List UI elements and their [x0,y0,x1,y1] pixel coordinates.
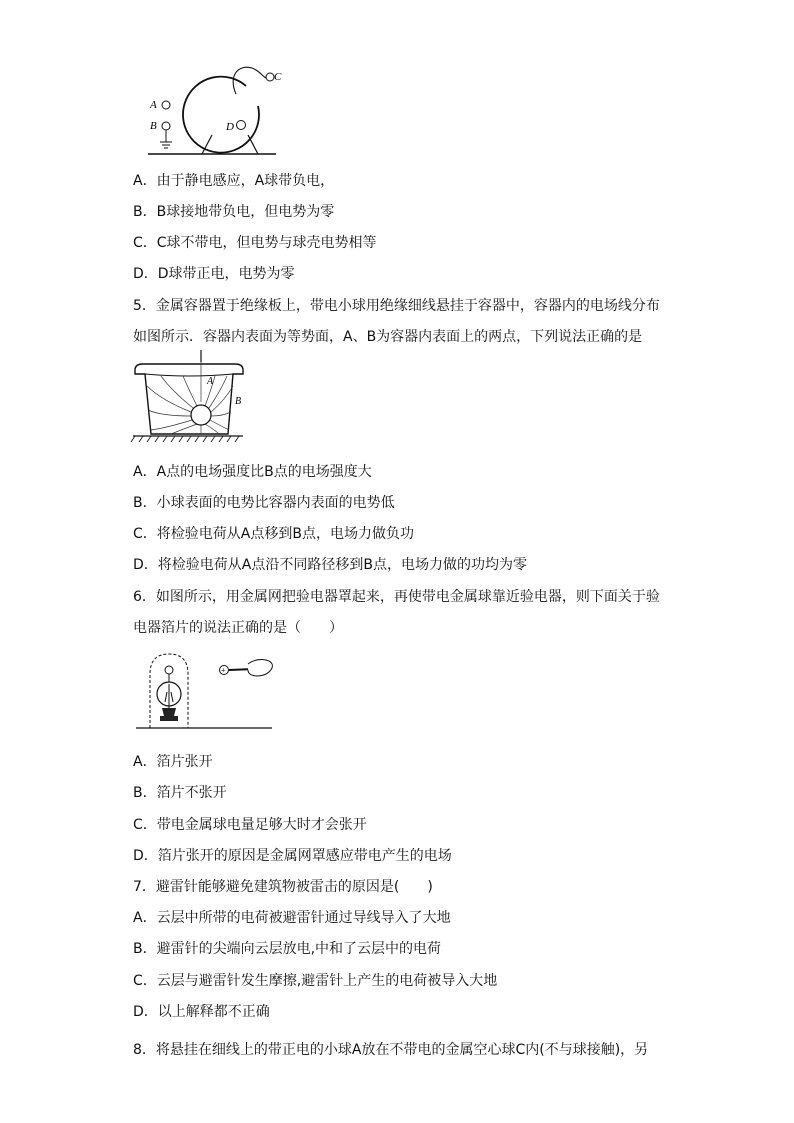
q6-option-b: B．箔片不张开 [133,785,227,801]
q4-option-b: B．B球接地带负电，但电势为零 [133,204,335,220]
q7-option-b: B．避雷针的尖端向云层放电,中和了云层中的电荷 [133,941,442,957]
q4-figure-spherical-shell [140,62,280,160]
q6-figure-electroscope-mesh [136,650,278,734]
q6-option-a: A．箔片张开 [133,754,213,770]
q5-stem-line1: 5．金属容器置于绝缘板上，带电小球用绝缘细线悬挂于容器中，容器内的电场线分布 [133,298,660,314]
label-point-b: B [235,396,242,407]
charged-ball [191,405,211,425]
label-c: C [274,71,282,83]
q8-stem: 8．将悬挂在细线上的带正电的小球A放在不带电的金属空心球C内(不与球接触)，另 [133,1042,649,1058]
label-b: B [150,120,157,132]
ball-c [266,73,274,81]
q5-stem-line2: 如图所示．容器内表面为等势面，A、B为容器内表面上的两点，下列说法正确的是 [133,329,643,345]
q5-option-b: B．小球表面的电势比容器内表面的电势低 [133,495,395,511]
electroscope-base [162,708,176,716]
ground-symbol [160,130,172,148]
plus-sign: + [221,666,226,675]
q7-option-c: C．云层与避雷针发生摩擦,避雷针上产生的电荷被导入大地 [133,973,498,989]
board-hatching [131,436,239,442]
electroscope-knob [165,666,173,674]
ball-b [162,122,170,130]
q6-option-c: C．带电金属球电量足够大时才会张开 [133,817,367,833]
q7-option-d: D．以上解释都不正确 [133,1004,270,1020]
q7-option-a: A．云层中所带的电荷被避雷针通过导线导入了大地 [133,910,451,926]
q4-option-c: C．C球不带电，但电势与球壳电势相等 [133,235,377,251]
label-point-a: A [207,376,214,387]
ball-a [162,101,170,109]
q7-stem: 7．避雷针能够避免建筑物被雷击的原因是( ) [133,879,433,895]
label-a: A [150,99,157,111]
metal-shell [183,77,259,153]
ball-d [237,121,246,130]
q6-option-d: D．箔片张开的原因是金属网罩感应带电产生的电场 [133,848,452,864]
q5-figure-metal-container [131,350,245,454]
q5-option-d: D．将检验电荷从A点沿不同路径移到B点，电场力做的功均为零 [133,557,527,573]
hand-icon [248,660,272,677]
q5-option-a: A．A点的电场强度比B点的电场强度大 [133,464,372,480]
label-d: D [226,121,234,133]
q4-option-d: D．D球带正电，电势为零 [133,266,295,282]
q4-option-a: A．由于静电感应，A球带负电， [133,173,335,189]
q6-stem-line1: 6．如图所示，用金属网把验电器罩起来，再使带电金属球靠近验电器，则下面关于验 [133,589,660,605]
q5-option-c: C．将检验电荷从A点移到B点，电场力做负功 [133,526,414,542]
q6-stem-line2: 电器箔片的说法正确的是（ ） [133,620,343,636]
electroscope-foot [160,716,178,721]
